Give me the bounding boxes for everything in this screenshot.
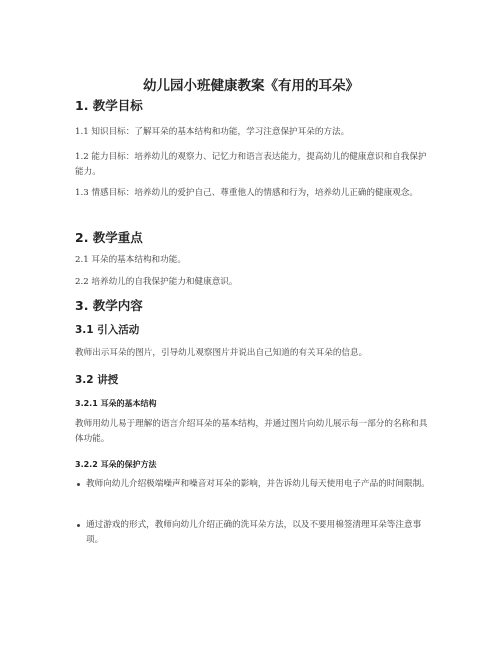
section-heading-objectives: 1. 教学目标: [75, 98, 143, 113]
bullet-icon: [77, 483, 80, 486]
paragraph-emotion-objective: 1.3 情感目标：培养幼儿的爱护自己、尊重他人的情感和行为，培养幼儿正确的健康观念。: [75, 188, 418, 198]
paragraph-key-point-1: 2.1 耳朵的基本结构和功能。: [75, 255, 186, 265]
section-heading-content: 3. 教学内容: [75, 298, 143, 313]
list-item: [75, 518, 435, 548]
list-item-text: 通过游戏的形式，教师向幼儿介绍正确的洗耳朵方法，以及不要用棉签清理耳朵等注意事项。: [86, 520, 422, 545]
paragraph-intro-activity: 教师出示耳朵的图片，引导幼儿观察图片并说出自己知道的有关耳朵的信息。: [75, 348, 368, 358]
list-item: [75, 477, 435, 492]
paragraph-key-point-2: 2.2 培养幼儿的自我保护能力和健康意识。: [75, 277, 238, 287]
section-heading-key-points: 2. 教学重点: [75, 230, 143, 245]
subsection-heading-intro-activity: 3.1 引入活动: [75, 324, 140, 336]
paragraph-knowledge-objective: 1.1 知识目标：了解耳朵的基本结构和功能，学习注意保护耳朵的方法。: [75, 127, 350, 137]
document-title: 幼儿园小班健康教案《有用的耳朵》: [143, 78, 359, 94]
bullet-icon: [77, 524, 80, 527]
paragraph-ability-objective: 1.2 能力目标：培养幼儿的观察力、记忆力和语言表达能力，提高幼儿的健康意识和自我保护能力。: [75, 152, 427, 177]
subsection-heading-lecture: 3.2 讲授: [75, 374, 119, 386]
list-item-text: 教师向幼儿介绍极端噪声和噪音对耳朵的影响，并告诉幼儿每天使用电子产品的时间限制。: [86, 479, 430, 489]
paragraph-ear-structure: 教师用幼儿易于理解的语言介绍耳朵的基本结构，并通过图片向幼儿展示每一部分的名称和具体功能。: [75, 419, 428, 444]
subsubsection-heading-ear-structure: 3.2.1 耳朵的基本结构: [75, 399, 157, 408]
subsubsection-heading-ear-protection: 3.2.2 耳朵的保护方法: [75, 460, 157, 469]
